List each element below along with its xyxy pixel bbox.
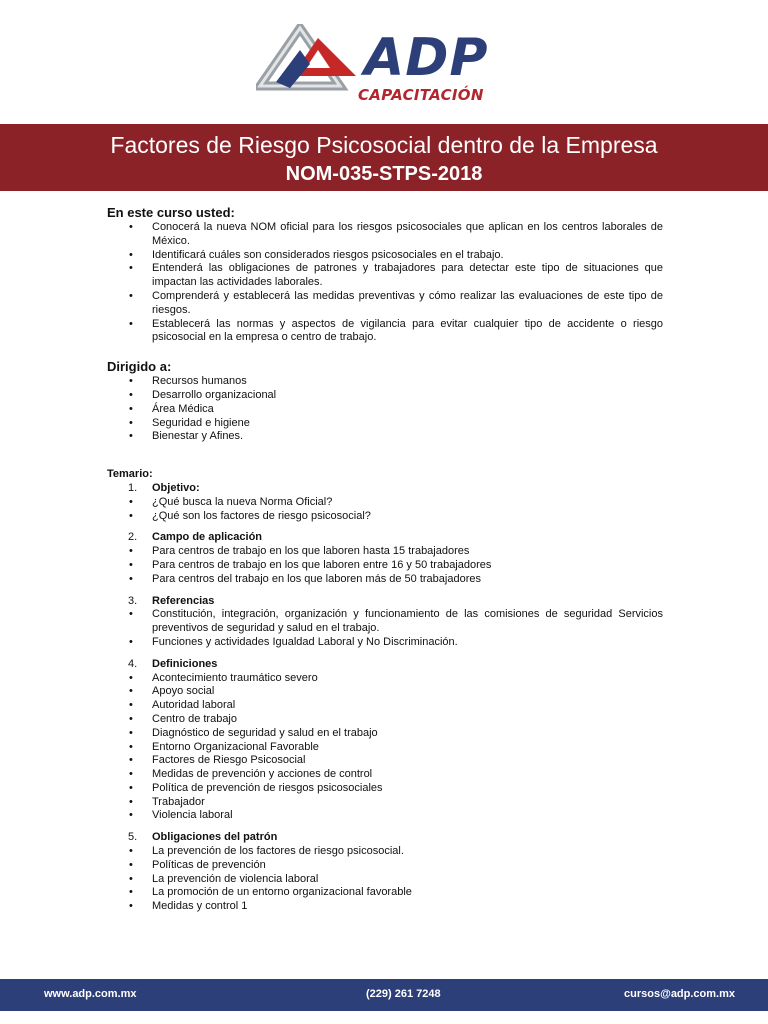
- list-item: • Para centros del trabajo en los que laboren más de 50 trabajadores: [107, 573, 663, 587]
- topic-list: [107, 545, 663, 586]
- page-title: Factores de Riesgo Psicosocial dentro de la Empresa: [110, 132, 658, 158]
- list-item: • Centro de trabajo: [107, 713, 663, 727]
- topic-list: [107, 672, 663, 824]
- topic-section: [107, 831, 663, 914]
- list-item: • Apoyo social: [107, 685, 663, 699]
- list-item: • Violencia laboral: [107, 809, 663, 823]
- list-item: • Acontecimiento traumático severo: [107, 672, 663, 686]
- topic-number: 3.: [128, 594, 138, 607]
- page-subtitle: NOM-035-STPS-2018: [285, 163, 483, 185]
- list-item: • Política de prevención de riesgos psicosociales: [107, 782, 663, 796]
- list-item: • Para centros de trabajo en los que laboren entre 16 y 50 trabajadores: [107, 559, 663, 573]
- logo-wordmark: ADP: [364, 28, 489, 88]
- course-list: [107, 221, 663, 345]
- triangle-logo-icon: [256, 24, 366, 108]
- list-item: • ¿Qué busca la nueva Norma Oficial?: [107, 496, 663, 510]
- list-item: • Factores de Riesgo Psicosocial: [107, 754, 663, 768]
- topic-number: 1.: [128, 481, 138, 494]
- adp-logo: [256, 24, 512, 108]
- website-link[interactable]: www.adp.com.mx: [44, 988, 137, 1000]
- list-item: • Políticas de prevención: [107, 859, 663, 873]
- list-item: • Comprenderá y establecerá las medidas preventivas y cómo realizar las evaluaciones de este tipo de riesgos.: [107, 290, 663, 318]
- document-body: [107, 205, 663, 914]
- topic-title: Referencias: [152, 594, 215, 607]
- topic-number: 2.: [128, 531, 138, 544]
- list-item: • La promoción de un entorno organizacional favorable: [107, 886, 663, 900]
- list-item: • Diagnóstico de seguridad y salud en el trabajo: [107, 727, 663, 741]
- list-item: • Funciones y actividades Igualdad Laboral y No Discriminación.: [107, 636, 663, 650]
- list-item: • Para centros de trabajo en los que laboren hasta 15 trabajadores: [107, 545, 663, 559]
- list-item: • La prevención de los factores de riesgo psicosocial.: [107, 845, 663, 859]
- list-item: • Establecerá las normas y aspectos de vigilancia para evitar cualquier tipo de accidente o riesgo psicosocial en la empresa o centro de trabajo.: [107, 318, 663, 346]
- email-link[interactable]: cursos@adp.com.mx: [624, 988, 735, 1000]
- list-item: • Área Médica: [107, 403, 663, 417]
- list-item: • Conocerá la nueva NOM oficial para los riesgos psicosociales que aplican en los centros laborales de México.: [107, 221, 663, 249]
- list-item: • Identificará cuáles son considerados riesgos psicosociales en el trabajo.: [107, 249, 663, 263]
- topic-list: [107, 496, 663, 524]
- list-item: • Recursos humanos: [107, 375, 663, 389]
- phone-number: (229) 261 7248: [366, 988, 441, 1000]
- list-item: • Medidas y control 1: [107, 900, 663, 914]
- topic-title: Definiciones: [152, 657, 218, 670]
- audience-heading: Dirigido a:: [107, 359, 172, 375]
- footer-bar: [0, 979, 768, 1011]
- list-item: • Constitución, integración, organización y funcionamiento de las comisiones de seguridad Servicios preventivos de seguridad y salud en el trabajo.: [107, 608, 663, 636]
- topic-section: [107, 531, 663, 586]
- topic-section: [107, 482, 663, 523]
- list-item: • Bienestar y Afines.: [107, 430, 663, 444]
- list-item: • Entenderá las obligaciones de patrones y trabajadores para detectar este tipo de situaciones que impactan las actividades laborales.: [107, 262, 663, 290]
- topic-title: Obligaciones del patrón: [152, 831, 278, 844]
- list-item: • Trabajador: [107, 796, 663, 810]
- list-item: • La prevención de violencia laboral: [107, 873, 663, 887]
- topic-list: [107, 845, 663, 914]
- topic-list: [107, 608, 663, 649]
- list-item: • Medidas de prevención y acciones de control: [107, 768, 663, 782]
- topic-section: [107, 658, 663, 824]
- topic-number: 4.: [128, 657, 138, 670]
- list-item: • ¿Qué son los factores de riesgo psicosocial?: [107, 510, 663, 524]
- audience-list: [107, 375, 663, 444]
- list-item: • Desarrollo organizacional: [107, 389, 663, 403]
- topic-section: [107, 595, 663, 650]
- list-item: • Seguridad e higiene: [107, 417, 663, 431]
- topic-title: Campo de aplicación: [152, 531, 263, 544]
- topic-title: Objetivo:: [152, 481, 200, 494]
- title-band: [0, 124, 768, 191]
- topic-number: 5.: [128, 831, 138, 844]
- list-item: • Autoridad laboral: [107, 699, 663, 713]
- course-heading: En este curso usted:: [107, 205, 235, 220]
- list-item: • Entorno Organizacional Favorable: [107, 741, 663, 755]
- logo-subtitle: CAPACITACIÓN: [358, 86, 484, 104]
- temario-heading: Temario:: [107, 468, 153, 481]
